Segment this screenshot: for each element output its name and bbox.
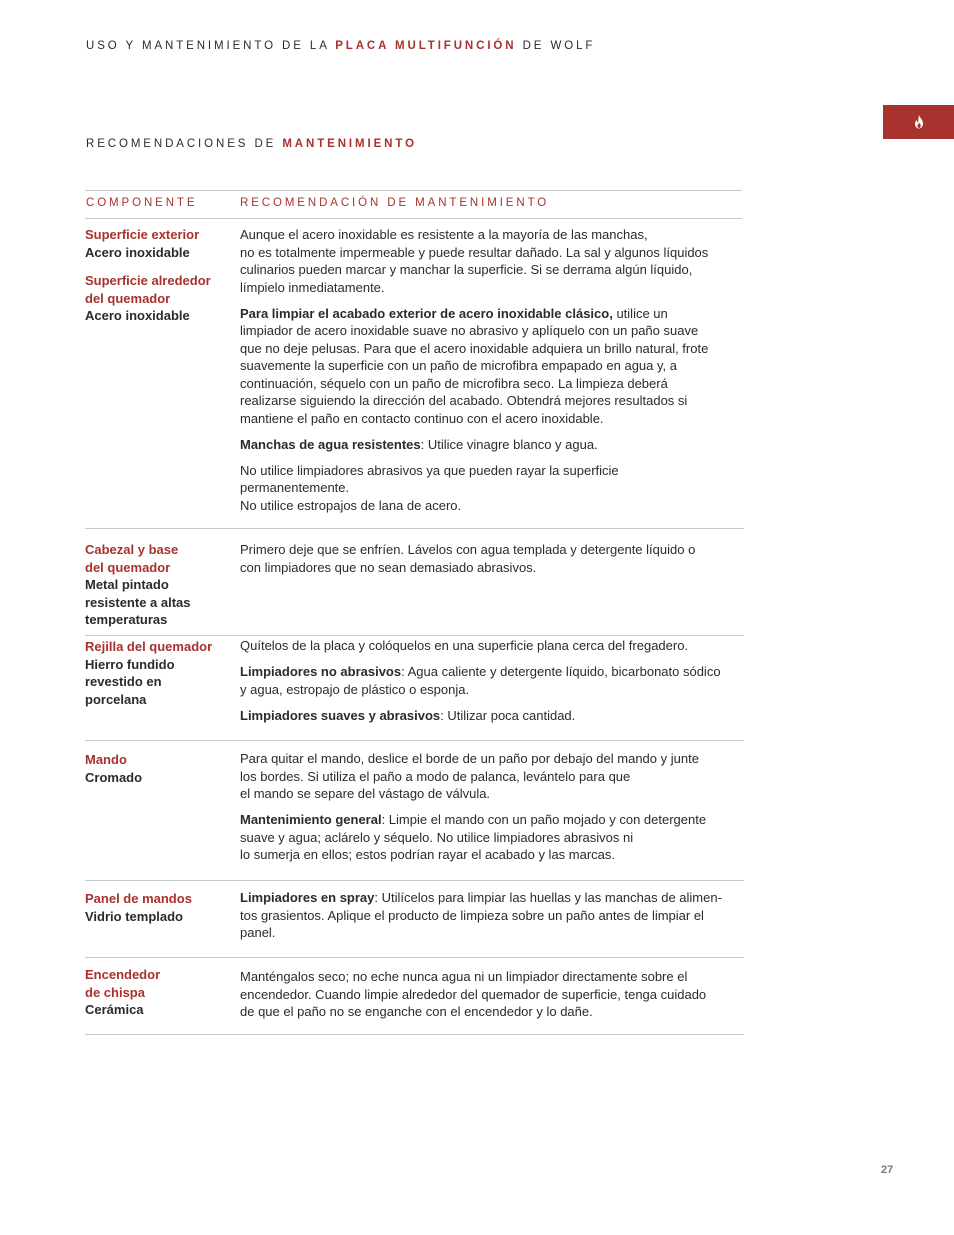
recommendation-cell [240,750,750,872]
recommendation-line: y agua, estropajo de plástico o esponja. [240,681,470,697]
recommendation-line: Limpiadores no abrasivos: Agua caliente y detergente líquido, bicarbonato sódico [240,664,721,679]
recommendation-line: los bordes. Si utiliza el paño a modo de palanca, levántelo para que [240,768,631,784]
component-group [85,272,235,325]
component-name: del quemador [85,559,171,575]
component-cell [85,890,235,936]
component-cell [85,751,235,797]
recommendation-line: Aunque el acero inoxidable es resistente a la mayoría de las manchas, [240,227,648,242]
recommendation-line: el mando se separe del vástago de válvula. [240,786,491,801]
component-name: Panel de mandos [85,891,192,906]
recommendation-line: No utilice estropajos de lana de acero. [240,497,462,513]
recommendation-cell [240,968,750,1029]
header-prefix: USO Y MANTENIMIENTO DE LA [86,40,330,52]
recommendation-line: que no deje pelusas. Para que el acero inoxidable adquiera un brillo natural, frote [240,340,709,356]
recommendation-line: suave y agua; aclárelo y séquelo. No utilice limpiadores abrasivos ni [240,829,634,845]
recommendation-line: continuación, séquelo con un paño de microfibra seco. La limpieza deberá [240,375,668,391]
recommendation-line: mantiene el paño en contacto continuo con el acero inoxidable. [240,410,604,426]
component-name: Superficie exterior [85,227,200,242]
recommendation-lead: Mantenimiento general [240,812,382,827]
recommendation-lead: Limpiadores en spray [240,890,375,905]
section-tab [883,105,954,139]
column-header-component: COMPONENTE [86,197,198,209]
component-material: porcelana [85,691,147,707]
component-cell [85,226,235,336]
recommendation-lead: Limpiadores suaves y abrasivos [240,707,441,723]
component-cell [85,541,235,640]
recommendation-lead: Limpiadores no abrasivos [240,664,402,679]
recommendation-line: límpielo inmediatamente. [240,279,385,295]
component-cell [85,638,235,719]
component-group [85,638,235,708]
page-number: 27 [881,1164,894,1176]
recommendation-line: panel. [240,925,276,940]
table-top-rule [85,190,742,191]
recommendation-line: Mantenimiento general: Limpie el mando con un paño mojado y con detergente [240,812,707,827]
row-rule [85,635,744,636]
component-material: temperaturas [85,612,168,627]
recommendation-paragraph [240,707,750,725]
flame-icon [913,115,925,129]
header-highlight: PLACA MULTIFUNCIÓN [335,40,517,52]
recommendation-line: suavemente la superficie con un paño de microfibra empapado en agua y, a [240,358,677,373]
recommendation-line: culinarios pueden marcar y manchar la superficie. Si se derrama algún líquido, [240,262,693,277]
recommendation-line: con limpiadores que no sean demasiado abrasivos. [240,559,537,575]
table-header-rule [85,218,742,219]
component-group [85,541,235,629]
recommendation-paragraph [240,750,750,803]
recommendation-line: No utilice limpiadores abrasivos ya que pueden rayar la superficie [240,462,619,478]
recommendation-paragraph [240,462,750,515]
recommendation-lead: Manchas de agua resistentes [240,436,421,452]
component-group [85,226,235,261]
row-rule [85,528,744,529]
recommendation-paragraph [240,811,750,864]
running-header [86,40,595,52]
component-name: Encendedor [85,967,161,982]
recommendation-cell [240,226,750,523]
component-name: Superficie alrededor [85,273,211,288]
component-material: Vidrio templado [85,908,183,924]
component-name: de chispa [85,984,145,1000]
recommendation-line: Para limpiar el acabado exterior de acero inoxidable clásico, utilice un [240,305,668,321]
recommendation-paragraph [240,968,750,1021]
component-material: Cromado [85,769,143,785]
row-rule [85,957,744,958]
recommendation-line: tos grasientos. Aplique el producto de limpieza sobre un paño antes de limpiar el [240,907,704,923]
recommendation-line: no es totalmente impermeable y puede resultar dañado. La sal y algunos líquidos [240,244,709,260]
recommendation-line: realizarse siguiendo la dirección del acabado. Obtendrá mejores resultados si [240,393,688,408]
recommendation-line: lo sumerja en ellos; estos podrían rayar el acabado y las marcas. [240,847,616,862]
recommendation-paragraph [240,436,750,454]
section-title-prefix: RECOMENDACIONES DE [86,138,277,150]
component-name: Cabezal y base [85,542,179,557]
component-material: Acero inoxidable [85,244,190,260]
component-material: Metal pintado [85,577,169,592]
recommendation-line: permanentemente. [240,480,350,495]
recommendation-line: de que el paño no se enganche con el encendedor y lo dañe. [240,1004,593,1019]
component-group [85,966,235,1019]
recommendation-line: Limpiadores suaves y abrasivos: Utilizar poca cantidad. [240,707,576,723]
recommendation-paragraph [240,226,750,296]
column-header-recommendation: RECOMENDACIÓN DE MANTENIMIENTO [240,197,550,209]
recommendation-cell [240,889,750,950]
recommendation-line: Manchas de agua resistentes: Utilice vinagre blanco y agua. [240,436,598,452]
recommendation-line: encendedor. Cuando limpie alrededor del quemador de superficie, tenga cuidado [240,986,707,1002]
recommendation-paragraph [240,889,750,942]
recommendation-line: Limpiadores en spray: Utilícelos para limpiar las huellas y las manchas de alimen- [240,890,722,905]
recommendation-line: Manténgalos seco; no eche nunca agua ni un limpiador directamente sobre el [240,969,688,984]
section-title [86,138,417,150]
recommendation-lead: Para limpiar el acabado exterior de acero inoxidable clásico, [240,305,613,321]
row-rule [85,1034,744,1035]
component-name: Mando [85,752,127,767]
component-material: Hierro fundido [85,656,175,672]
row-rule [85,740,744,741]
row-rule [85,880,744,881]
component-material: Acero inoxidable [85,308,190,323]
section-title-highlight: MANTENIMIENTO [282,138,417,150]
component-name: Rejilla del quemador [85,639,213,654]
header-suffix: DE WOLF [522,40,596,52]
component-group [85,890,235,925]
recommendation-line: Primero deje que se enfríen. Lávelos con agua templada y detergente líquido o [240,542,696,557]
recommendation-cell [240,637,750,733]
recommendation-line: Quítelos de la placa y colóquelos en una superficie plana cerca del fregadero. [240,638,689,653]
recommendation-paragraph [240,305,750,428]
component-material: revestido en [85,674,162,689]
recommendation-cell [240,541,750,585]
recommendation-line: Para quitar el mando, deslice el borde de un paño por debajo del mando y junte [240,751,699,766]
component-cell [85,966,235,1030]
recommendation-line: limpiador de acero inoxidable suave no abrasivo y aplíquelo con un paño suave [240,323,699,338]
recommendation-paragraph [240,637,750,655]
component-material: resistente a altas [85,594,191,610]
component-group [85,751,235,786]
recommendation-paragraph [240,663,750,698]
component-material: Cerámica [85,1002,144,1017]
component-name: del quemador [85,290,171,306]
recommendation-paragraph [240,541,750,576]
